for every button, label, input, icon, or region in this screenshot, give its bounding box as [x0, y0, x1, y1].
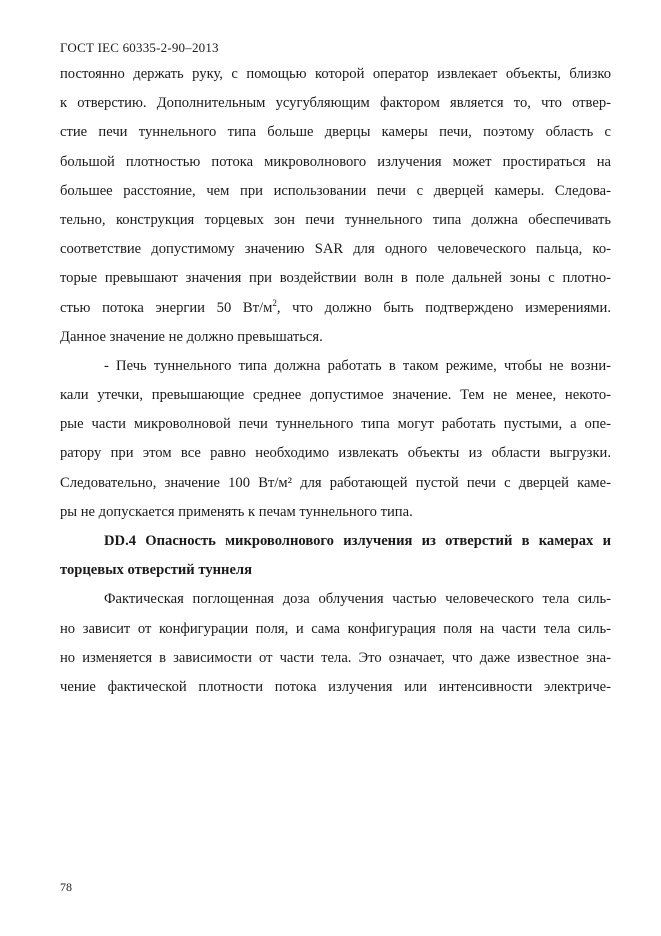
text-line: Данное значение не должно превышаться. [60, 328, 323, 345]
text-line: большой плотностью потока микроволнового излучения может простираться на [60, 153, 611, 170]
text-line: Фактическая поглощенная доза облучения частью человеческого тела силь- [104, 591, 611, 608]
text-line: кали утечки, превышающие среднее допустимое значение. Тем не менее, некото- [60, 387, 611, 404]
text-line: стие печи туннельного типа больше дверцы камеры печи, поэтому область с [60, 124, 611, 141]
text-line: торые превышают значения при воздействии волн в поле дальней зоны с плотно- [60, 270, 611, 287]
text-line: большее расстояние, чем при использовании печи с дверцей камеры. Следова- [60, 182, 611, 199]
page-number: 78 [60, 880, 72, 894]
superscript: 2 [272, 297, 277, 308]
section-heading [60, 527, 611, 585]
text-line-with-superscript [60, 294, 611, 323]
text-line: но зависит от конфигурации поля, и сама конфигурация поля на части тела силь- [60, 620, 611, 637]
text-line: к отверстию. Дополнительным усугубляющим фактором является то, что отвер- [60, 95, 611, 112]
text-line: чение фактической плотности потока излучения или интенсивности электриче- [60, 678, 611, 695]
text-line: тельно, конструкция торцевых зон печи туннельного типа должна обеспечивать [60, 211, 611, 228]
paragraph-3 [60, 585, 611, 702]
text-line: ры не допускается применять к печам туннельного типа. [60, 503, 413, 520]
text-line: Следовательно, значение 100 Вт/м² для работающей пустой печи с дверцей каме- [60, 474, 611, 491]
document-body [60, 60, 611, 702]
text-segment: , что должно быть подтверждено измерениями. [276, 299, 611, 316]
text-line: постоянно держать руку, с помощью которой оператор извлекает объекты, близко [60, 66, 611, 82]
text-line: ратору при этом все равно необходимо извлекать объекты из области выгрузки. [60, 445, 611, 462]
text-line: рые части микроволновой печи туннельного типа могут работать пустыми, а опе- [60, 416, 611, 433]
page-header: ГОСТ IEC 60335-2-90–2013 [60, 40, 219, 55]
text-line: - Печь туннельного типа должна работать в таком режиме, чтобы не возни- [104, 357, 611, 374]
paragraph-2 [60, 352, 611, 527]
text-segment: стью потока энергии 50 Вт/м [60, 299, 273, 316]
paragraph-1 [60, 60, 611, 352]
heading-line: DD.4 Опасность микроволнового излучения из отверстий в камерах и [104, 533, 611, 549]
text-line: соответствие допустимому значению SAR для одного человеческого пальца, ко- [60, 241, 611, 258]
heading-line: торцевых отверстий туннеля [60, 562, 253, 579]
text-line: но изменяется в зависимости от части тела. Это означает, что даже известное зна- [60, 649, 611, 666]
